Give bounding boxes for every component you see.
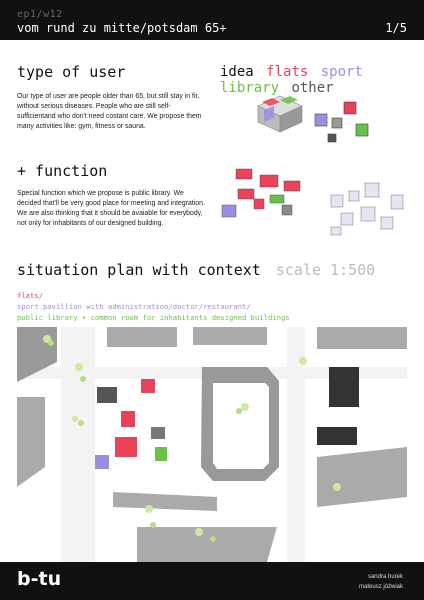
- type-of-user-heading: type of user: [17, 63, 126, 81]
- site-plan: [17, 327, 407, 562]
- function-heading: + function: [17, 162, 108, 180]
- library-diagram: [325, 175, 415, 245]
- author-2: mateusz jóźwiak: [358, 584, 403, 590]
- author-1: sandra hurek: [367, 574, 403, 580]
- legend-sport: sport pavillion with administration/doctor/restaurant/: [17, 302, 251, 311]
- legend-library: public library + common room for inhabitants designed buildings: [17, 313, 290, 322]
- situation-heading: [17, 261, 375, 279]
- context-block: [317, 327, 407, 349]
- context-block: [193, 327, 267, 345]
- context-block: [317, 447, 407, 507]
- idea-diagram-1: [250, 88, 310, 138]
- footer-bar: [0, 562, 424, 600]
- building-other: [151, 427, 165, 439]
- building-flat: [121, 411, 135, 427]
- building-flat: [141, 379, 155, 393]
- type-of-user-text: Our type of user are people older than 65, but still stay in fit, without serious diseases. People who are still self-sufficientand who don't need costant care. We propose them many activities like: gym, fitness or sauna.: [17, 93, 202, 130]
- function-text: Special function which we propose is public library. We decided that'll be very good place for meeting and integration. We are also thinking that it should be avaiable for everybody, not only for inhabitants of our designed building.: [17, 190, 205, 227]
- situation-scale: scale 1:500: [275, 261, 376, 279]
- building-flat: [115, 437, 137, 457]
- building-other: [97, 387, 117, 403]
- situation-title: situation plan with context: [17, 261, 261, 279]
- idea-diagram-2: [310, 96, 380, 152]
- idea-sport: sport: [320, 64, 363, 80]
- header-bar: [0, 0, 424, 40]
- idea-library: library: [220, 80, 280, 96]
- page-number: 1/5: [385, 21, 407, 35]
- university-logo: b-tu: [17, 568, 62, 590]
- project-title: vom rund zu mitte/potsdam 65+: [17, 21, 227, 35]
- flats-diagram: [218, 163, 313, 225]
- legend-flats: flats/: [17, 291, 43, 300]
- context-block: [107, 327, 177, 347]
- course-code: ep1/w12: [17, 9, 63, 20]
- building-sport: [95, 455, 109, 469]
- building-library: [155, 447, 167, 461]
- idea-flats: flats: [266, 64, 309, 80]
- idea-other: other: [291, 80, 334, 96]
- context-block: [137, 527, 277, 562]
- idea-label: idea: [220, 64, 254, 80]
